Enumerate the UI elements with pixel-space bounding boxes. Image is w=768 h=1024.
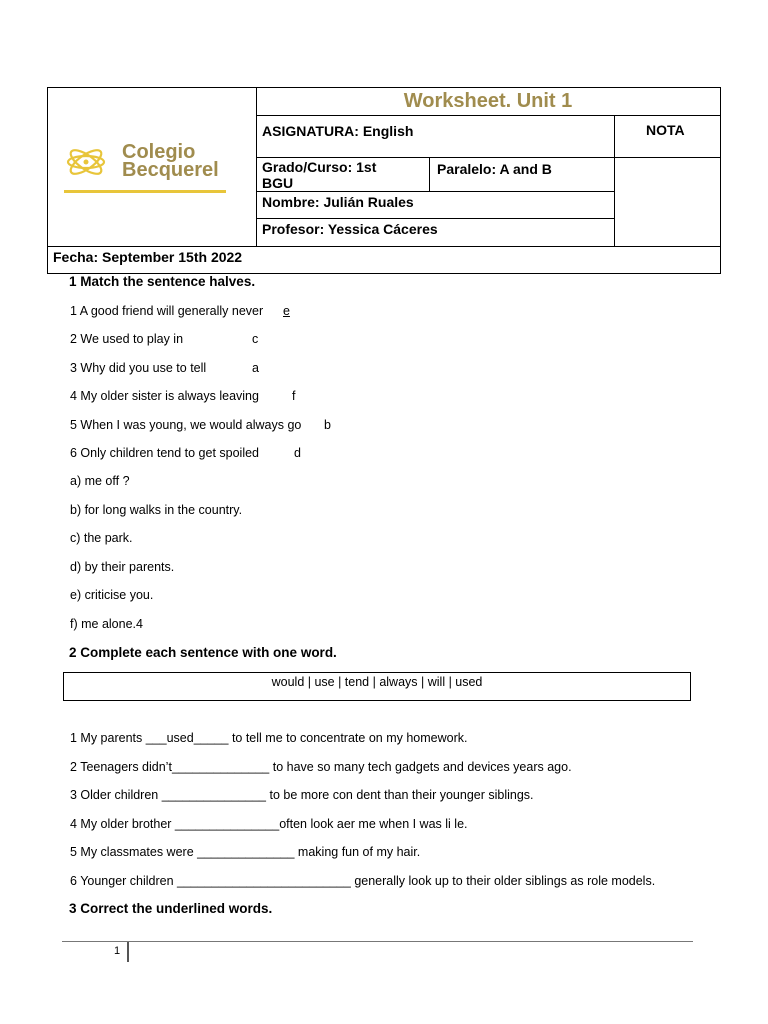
footer-rule (62, 941, 693, 942)
match-item-6: 6 Only children tend to get spoiled (70, 446, 260, 460)
header-divider-nota (614, 115, 615, 247)
header-divider-nombre (256, 218, 615, 219)
atom-icon (64, 140, 124, 184)
logo-line2: Becquerel (122, 159, 219, 181)
complete-item-6: 6 Younger children _________________________ generally look up to their older siblings as role models. (70, 874, 656, 888)
answer-blank-1[interactable]: ___used_____ (145, 731, 229, 745)
header-divider-paralelo (429, 157, 430, 191)
option-b: b) for long walks in the country. (70, 503, 243, 517)
section2-heading: 2 Complete each sentence with one word. (69, 645, 337, 660)
answer-blank-4[interactable]: _______________ (174, 817, 280, 831)
fecha-label: Fecha: September 15th 2022 (53, 249, 243, 265)
match-answer-2: c (252, 332, 259, 346)
match-answer-5: b (324, 418, 331, 432)
nota-label: NOTA (646, 122, 685, 138)
complete-item-4: 4 My older brother _______________often look aer me when I was li le. (70, 817, 468, 831)
match-answer-1: e (283, 304, 290, 318)
option-e: e) criticise you. (70, 588, 154, 602)
option-a: a) me off ? (70, 474, 130, 488)
section1-heading: 1 Match the sentence halves. (69, 274, 256, 289)
grado-label-line2: BGU (262, 175, 294, 191)
option-c: c) the park. (70, 531, 133, 545)
match-answer-6: d (294, 446, 301, 460)
word-bank: would | use | tend | always | will | used (63, 672, 691, 701)
footer-page-bar (127, 942, 129, 962)
answer-blank-5[interactable]: ______________ (197, 845, 295, 859)
match-answer-3: a (252, 361, 259, 375)
answer-blank-3[interactable]: _______________ (161, 788, 266, 802)
complete-item-5: 5 My classmates were ______________ making fun of my hair. (70, 845, 421, 859)
header-divider-fecha (47, 246, 721, 247)
match-item-1: 1 A good friend will generally never (70, 304, 264, 318)
complete-item-1: 1 My parents ___used_____ to tell me to concentrate on my homework. (70, 731, 468, 745)
match-item-4: 4 My older sister is always leaving (70, 389, 259, 403)
paralelo-label: Paralelo: A and B (437, 161, 552, 177)
profesor-label: Profesor: Yessica Cáceres (262, 221, 438, 237)
match-item-2: 2 We used to play in (70, 332, 184, 346)
logo-underline (64, 190, 226, 193)
option-f: f) me alone.4 (70, 617, 143, 631)
worksheet-title: Worksheet. Unit 1 (403, 90, 573, 112)
option-d: d) by their parents. (70, 560, 175, 574)
header-divider-asignatura (256, 157, 721, 158)
answer-blank-6[interactable]: _________________________ (177, 874, 351, 888)
nombre-label: Nombre: Julián Ruales (262, 194, 414, 210)
match-item-5: 5 When I was young, we would always go (70, 418, 302, 432)
school-logo (64, 140, 234, 196)
match-item-3: 3 Why did you use to tell (70, 361, 207, 375)
complete-item-2: 2 Teenagers didn’t______________ to have so many tech gadgets and devices years ago. (70, 760, 572, 774)
answer-blank-2[interactable]: ______________ (171, 760, 270, 774)
header-divider-grado (256, 191, 615, 192)
complete-item-3: 3 Older children _______________ to be more con dent than their younger siblings. (70, 788, 534, 802)
page-number: 1 (114, 945, 121, 957)
match-answer-4: f (292, 389, 296, 403)
header-divider-title (256, 115, 721, 116)
section3-heading: 3 Correct the underlined words. (69, 901, 273, 916)
logo-line1: Colegio (122, 141, 196, 163)
asignatura-label: ASIGNATURA: English (262, 123, 414, 139)
grado-label-line1: Grado/Curso: 1st (262, 159, 377, 175)
